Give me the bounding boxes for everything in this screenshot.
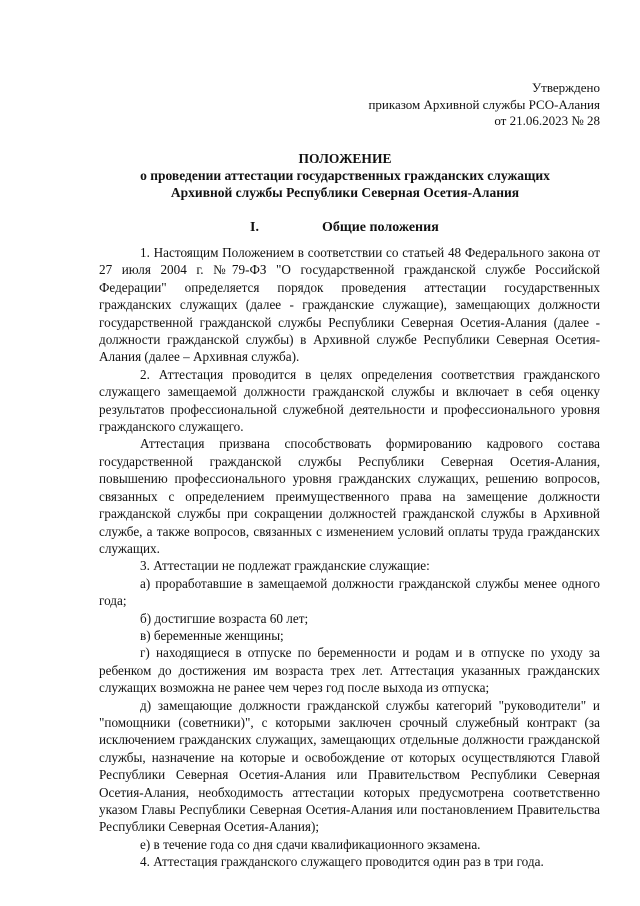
paragraph-3e: д) замещающие должности гражданской службы категорий "руководители" и "помощники (советники)", с которыми заключен срочный служебный контракт (за исключением гражданских служащих, замещающих отдельные должности гражданской службы, назначение на которые и освобождение от которых осуществляются Главой Республики Северная Осетия-Алания или Правительством Республики Северная Осетия-Алания, необходимость аттестации которых предусмотрена соответственно указом Главы Республики Северная Осетия-Алания или постановлением Правительства Республики Северная Осетия-Алания);: [99, 697, 600, 835]
section-name: Общие положения: [322, 220, 439, 235]
paragraph-3c: в) беременные женщины;: [140, 627, 284, 643]
title-subtitle-1: о проведении аттестации государственных гражданских служащих: [140, 168, 550, 183]
paragraph-1: 1. Настоящим Положением в соответствии со статьей 48 Федерального закона от 27 июля 2004 г. №79-ФЗ "О государственной гражданской службе Российской Федерации" определяется порядок проведения аттестации государственных гражданских служащих (далее - гражданские служащие), замещающих должности государственной гражданской службы Республики Северная Осетия-Алания (далее - должности гражданской службы) в Архивной службе Республики Северная Осетия-Алания (далее – Архивная служба).: [99, 245, 600, 365]
document-body: [99, 244, 600, 871]
section-heading: [250, 220, 439, 236]
approval-line-approved: Утверждено: [531, 80, 600, 95]
paragraph-3f: е) в течение года со дня сдачи квалификационного экзамена.: [140, 836, 481, 852]
approval-stamp: [340, 80, 600, 130]
title-heading: ПОЛОЖЕНИЕ: [298, 151, 392, 166]
paragraph-3: 3. Аттестации не подлежат гражданские служащие:: [140, 558, 430, 574]
approval-line-date: от 21.06.2023 № 28: [494, 113, 600, 128]
paragraph-4: 4. Аттестация гражданского служащего проводится один раз в три года.: [140, 854, 544, 870]
section-number: I.: [250, 220, 259, 235]
paragraph-3b: б) достигшие возраста 60 лет;: [140, 610, 309, 626]
paragraph-2-purpose: Аттестация призвана способствовать формированию кадрового состава государственной гражданской службы Республики Северная Осетия-Алания, повышению профессионального уровня гражданских служащих, решению вопросов, связанных с определением преимущественного права на замещение должности гражданской службы при сокращении должностей гражданской службы в Архивной службе, а также вопросов, связанных с изменением условий оплаты труда гражданских служащих.: [99, 436, 600, 556]
document-title: [90, 150, 600, 201]
paragraph-3a: а) проработавшие в замещаемой должности гражданской службы менее одного года;: [99, 575, 600, 609]
title-subtitle-2: Архивной службы Республики Северная Осетия-Алания: [170, 185, 520, 200]
paragraph-2: 2. Аттестация проводится в целях определения соответствия гражданского служащего замещаемой должности гражданской службы и включает в себя оценку результатов профессиональной служебной деятельности и профессионального уровня гражданского служащего.: [99, 366, 600, 435]
paragraph-3d: г) находящиеся в отпуске по беременности и родам и в отпуске по уходу за ребенком до достижения им возраста трех лет. Аттестация указанных гражданских служащих возможна не ранее чем через год после выхода из отпуска;: [99, 645, 600, 696]
approval-line-order: приказом Архивной службы РСО-Алания: [368, 96, 600, 112]
